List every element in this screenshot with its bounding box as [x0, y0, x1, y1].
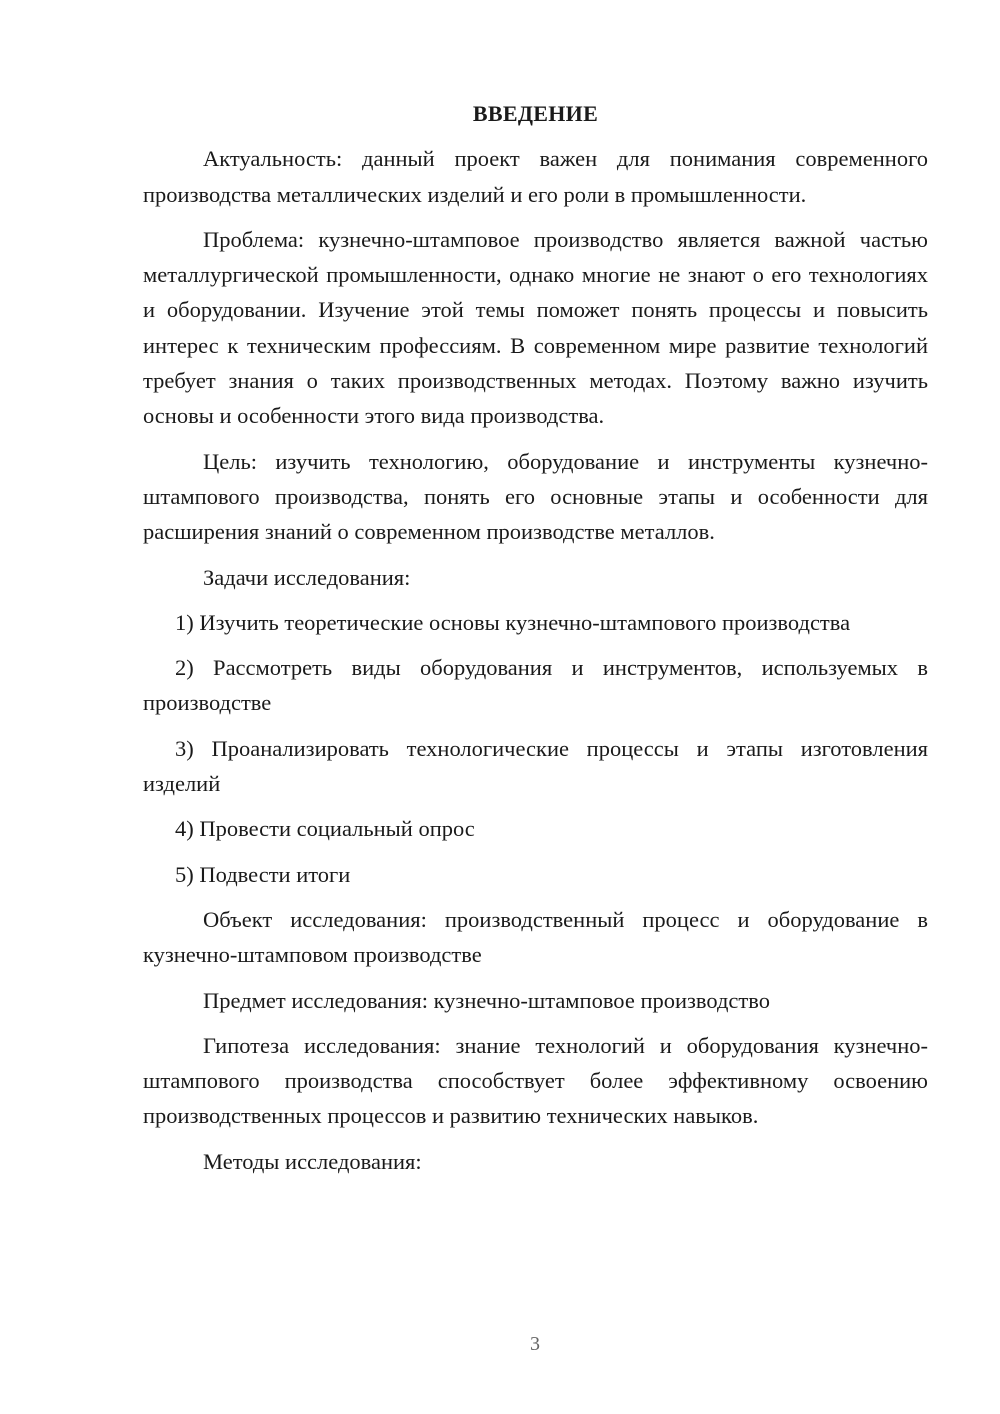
paragraph-problem: Проблема: кузнечно-штамповое производство является важной частью металлургической промышленности, однако многие не знают о его технологиях и оборудовании. Изучение этой темы поможет понять процессы и повысить интерес к техническим профессиям. В современном мире развитие технологий требует знания о таких производственных методах. Поэтому важно изучить основы и особенности этого вида производства. — [143, 226, 928, 429]
paragraph-subject: Предмет исследования: кузнечно-штамповое производство — [203, 987, 770, 1013]
paragraph-hypothesis: Гипотеза исследования: знание технологий и оборудования кузнечно-штампового производства способствует более эффективному освоению производственных процессов и развитию технических навыков. — [143, 1032, 928, 1129]
task-item-5: 5) Подвести итоги — [175, 861, 351, 887]
paragraph-goal: Цель: изучить технологию, оборудование и инструменты кузнечно-штампового производства, понять его основные этапы и особенности для расширения знаний о современном производстве металлов. — [143, 448, 928, 545]
task-item-4: 4) Провести социальный опрос — [175, 816, 475, 842]
section-title: ВВЕДЕНИЕ — [472, 101, 599, 126]
page-number: 3 — [530, 1333, 540, 1355]
task-item-1: 1) Изучить теоретические основы кузнечно-штампового производства — [175, 609, 851, 635]
paragraph-methods-heading: Методы исследования: — [203, 1148, 422, 1174]
paragraph-object: Объект исследования: производственный процесс и оборудование в кузнечно-штамповом производстве — [143, 906, 928, 968]
paragraph-tasks-heading: Задачи исследования: — [203, 564, 411, 590]
task-item-3: 3) Проанализировать технологические процессы и этапы изготовления изделий — [143, 735, 928, 797]
document-page — [143, 96, 928, 1189]
task-item-2: 2) Рассмотреть виды оборудования и инструментов, используемых в производстве — [143, 655, 928, 716]
paragraph-relevance: Актуальность: данный проект важен для понимания современного производства металлических изделий и его роли в промышленности. — [143, 146, 928, 207]
